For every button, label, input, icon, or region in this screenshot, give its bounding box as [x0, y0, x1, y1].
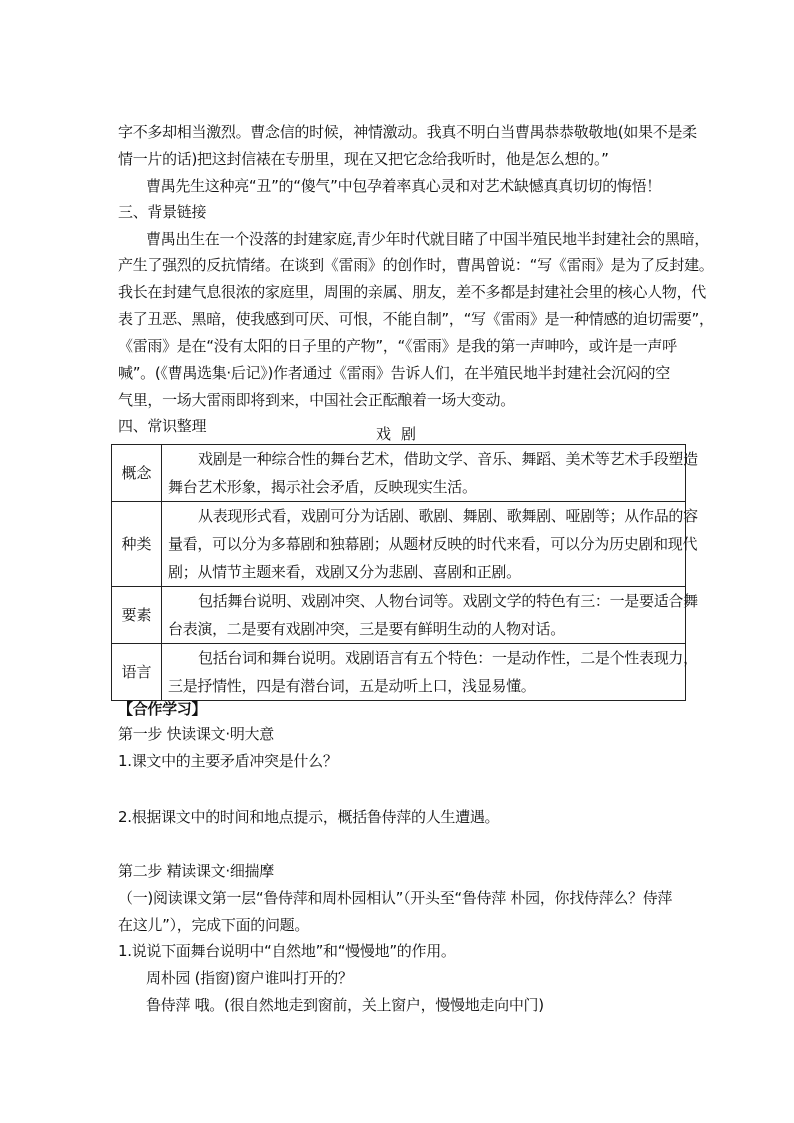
section-heading-cooperative: 【合作学习】	[118, 700, 207, 718]
paragraph-line: 情一片的话)把这封信裱在专册里，现在又把它念给我听时，他是怎么想的。”	[118, 150, 609, 168]
drama-knowledge-table	[111, 444, 698, 701]
question-2: 2.根据课文中的时间和地点提示，概括鲁侍萍的人生遭遇。	[118, 808, 500, 826]
paragraph-line: 《雷雨》是在“没有太阳的日子里的产物”，“《雷雨》是我的第一声呻吟，或许是一声呼	[118, 337, 677, 355]
row-key: 语言	[112, 644, 162, 701]
row-key: 种类	[112, 502, 162, 587]
section-heading-knowledge: 四、常识整理	[118, 417, 207, 435]
row-value: 从表现形式看，戏剧可分为话剧、歌剧、舞剧、歌舞剧、哑剧等；从作品的容 量看，可以分为多幕剧和独幕剧；从题材反映的时代来看，可以分为历史剧和现代 剧；从情节主题来看，戏剧又分为悲剧、喜剧和正剧。	[162, 502, 686, 587]
row-key: 要素	[112, 587, 162, 644]
section-heading-background: 三、背景链接	[118, 203, 207, 221]
step-two-heading: 第二步 精读课文·细揣摩	[118, 862, 274, 880]
paragraph-line: 气里，一场大雷雨即将到来，中国社会正酝酿着一场大变动。	[118, 391, 515, 409]
step-one-heading: 第一步 快读课文·明大意	[118, 725, 274, 743]
paragraph-line: 我长在封建气息很浓的家庭里，周围的亲属、朋友，差不多都是封建社会里的核心人物，代	[118, 283, 707, 301]
reading-instruction-cont: 在这儿”），完成下面的问题。	[118, 916, 310, 934]
paragraph-line: 曹禺先生这种亮“丑”的“傻气”中包孕着率真心灵和对艺术缺憾真真切切的悔悟！	[146, 177, 661, 195]
table-row	[112, 587, 686, 644]
paragraph-line: 产生了强烈的反抗情绪。在谈到《雷雨》的创作时，曹禺曾说：“写《雷雨》是为了反封建。	[118, 256, 714, 274]
row-value: 包括台词和舞台说明。戏剧语言有五个特色：一是动作性，二是个性表现力， 三是抒情性，四是有潜台词，五是动听上口，浅显易懂。	[162, 644, 686, 701]
row-value: 包括舞台说明、戏剧冲突、人物台词等。戏剧文学的特色有三：一是要适合舞 台表演，二是要有戏剧冲突，三是要有鲜明生动的人物对话。	[162, 587, 686, 644]
row-value: 戏剧是一种综合性的舞台艺术，借助文学、音乐、舞蹈、美术等艺术手段塑造 舞台艺术形象，揭示社会矛盾，反映现实生活。	[162, 445, 686, 502]
reading-instruction: （一)阅读课文第一层“鲁侍萍和周朴园相认”（开头至“鲁侍萍 朴园，你找侍萍么？侍萍	[118, 889, 673, 907]
question-1: 1.课文中的主要矛盾冲突是什么？	[118, 752, 338, 770]
table-row	[112, 445, 686, 502]
paragraph-line: 表了丑恶、黑暗，使我感到可厌、可恨，不能自制”，“写《雷雨》是一种情感的迫切需要”，	[118, 310, 714, 328]
paragraph-line: 喊”。(《曹禺选集·后记》)作者通过《雷雨》告诉人们，在半殖民地半封建社会沉闷的空	[118, 364, 670, 382]
row-key: 概念	[112, 445, 162, 502]
table-title: 戏剧	[376, 425, 427, 443]
question-stage-directions: 1.说说下面舞台说明中“自然地”和“慢慢地”的作用。	[118, 942, 456, 960]
paragraph-line: 曹禺出生在一个没落的封建家庭,青少年时代就目睹了中国半殖民地半封建社会的黑暗，	[146, 230, 710, 248]
script-line-lu: 鲁侍萍 哦。(很自然地走到窗前，关上窗户，慢慢地走向中门)	[146, 996, 544, 1014]
table-row	[112, 644, 686, 701]
table-row	[112, 502, 686, 587]
paragraph-line: 字不多却相当激烈。曹念信的时候，神情激动。我真不明白当曹禺恭恭敬敬地(如果不是柔	[118, 123, 697, 141]
script-line-zhou: 周朴园 (指窗)窗户谁叫打开的？	[146, 969, 353, 987]
